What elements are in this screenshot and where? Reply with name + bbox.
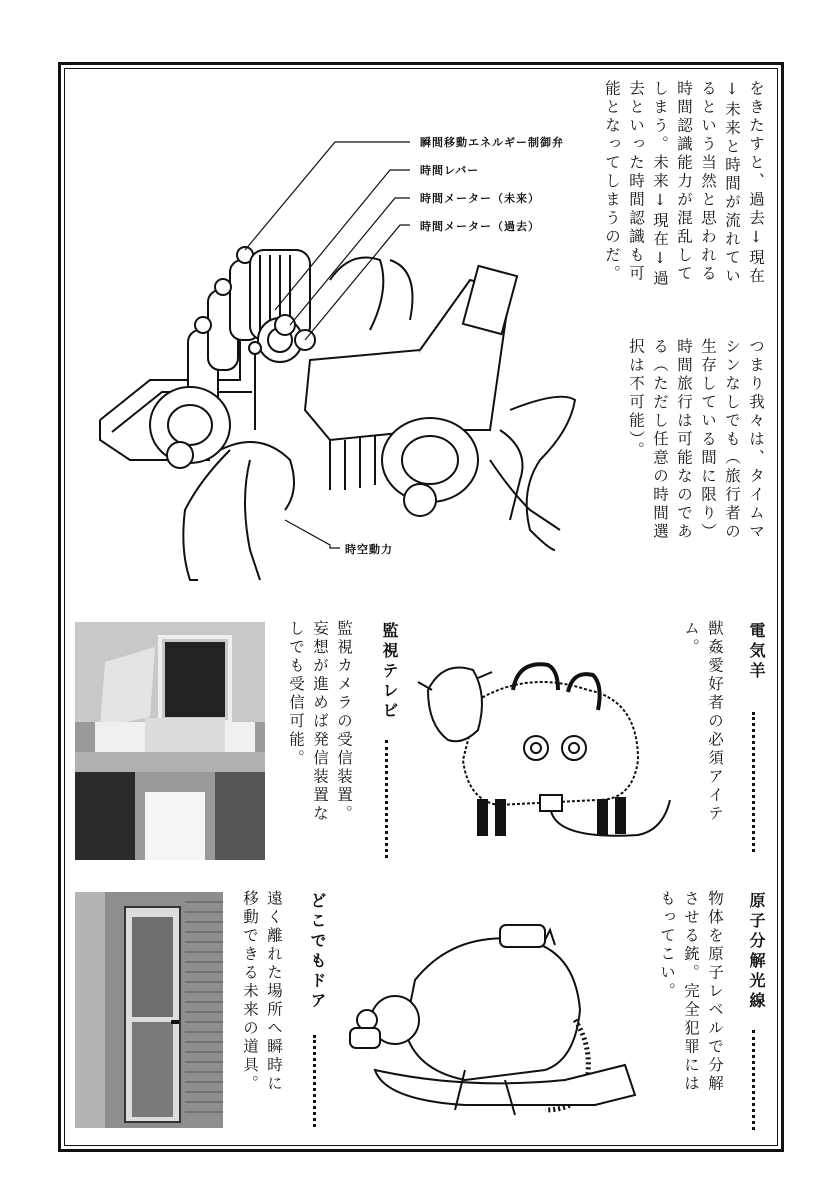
- dotted-divider: [752, 712, 755, 852]
- atomic-ray-line: もってこい。: [658, 890, 676, 1001]
- electric-sheep-title: 電気羊: [747, 622, 766, 682]
- conclusion-line: 択は不可能）。: [627, 338, 645, 460]
- dotted-divider: [385, 740, 388, 858]
- conclusion-line: 時間旅行は可能なのであ: [675, 338, 693, 542]
- monitor-tv-title: 監視テレビ: [380, 622, 399, 722]
- monitor-tv-photo: [75, 622, 265, 860]
- dotted-divider: [313, 1035, 316, 1127]
- anywhere-door-title: どこでもドア: [308, 892, 327, 1012]
- monitor-tv-line: 妄想が進めば発信装置な: [311, 620, 329, 824]
- anywhere-door-line: 移動できる未来の道具。: [241, 890, 259, 1094]
- atomic-ray-illustration: [345, 920, 650, 1125]
- label-meter-future: 時間メーター（未来）: [420, 192, 540, 205]
- intro-line: をきたすと、過去↓現在: [747, 80, 765, 286]
- conclusion-line: る（ただし任意の時間選: [651, 338, 669, 542]
- intro-line: しまう。未来↓現在↓過: [651, 80, 669, 289]
- atomic-ray-line: させる銃。完全犯罪には: [682, 890, 700, 1094]
- monitor-tv-line: 監視カメラの受信装置。: [335, 620, 353, 824]
- intro-line: 能となってしまうのだ。: [603, 80, 621, 284]
- anywhere-door-line: 遠く離れた場所へ瞬時に: [265, 890, 283, 1094]
- monitor-tv-line: しでも受信可能。: [287, 620, 305, 768]
- electric-sheep-line: ム。: [682, 620, 700, 657]
- conclusion-line: 生存している間に限り）: [699, 338, 717, 542]
- electric-sheep-illustration: [408, 650, 698, 850]
- electric-sheep-line: 獣姦愛好者の必須アイテ: [706, 620, 724, 824]
- label-energy-valve: 瞬間移動エネルギー制御弁: [420, 136, 564, 149]
- atomic-ray-line: 物体を原子レベルで分解: [706, 890, 724, 1094]
- label-space-time-power: 時空動力: [345, 543, 393, 556]
- intro-line: 時間認識能力が混乱して: [675, 80, 693, 284]
- intro-line: ↓未来と時間が流れてい: [723, 80, 741, 286]
- conclusion-line: つまり我々は、タイムマ: [747, 338, 765, 542]
- intro-line: 去といった時間認識も可: [627, 80, 645, 284]
- anywhere-door-photo: [75, 892, 223, 1128]
- atomic-ray-title: 原子分解光線: [747, 892, 766, 1012]
- conclusion-line: シンなしでも（旅行者の: [723, 338, 741, 542]
- label-time-lever: 時間レバー: [420, 164, 480, 177]
- dotted-divider: [752, 1030, 755, 1130]
- label-meter-past: 時間メーター（過去）: [420, 220, 540, 233]
- intro-line: るという当然と思われる: [699, 80, 717, 284]
